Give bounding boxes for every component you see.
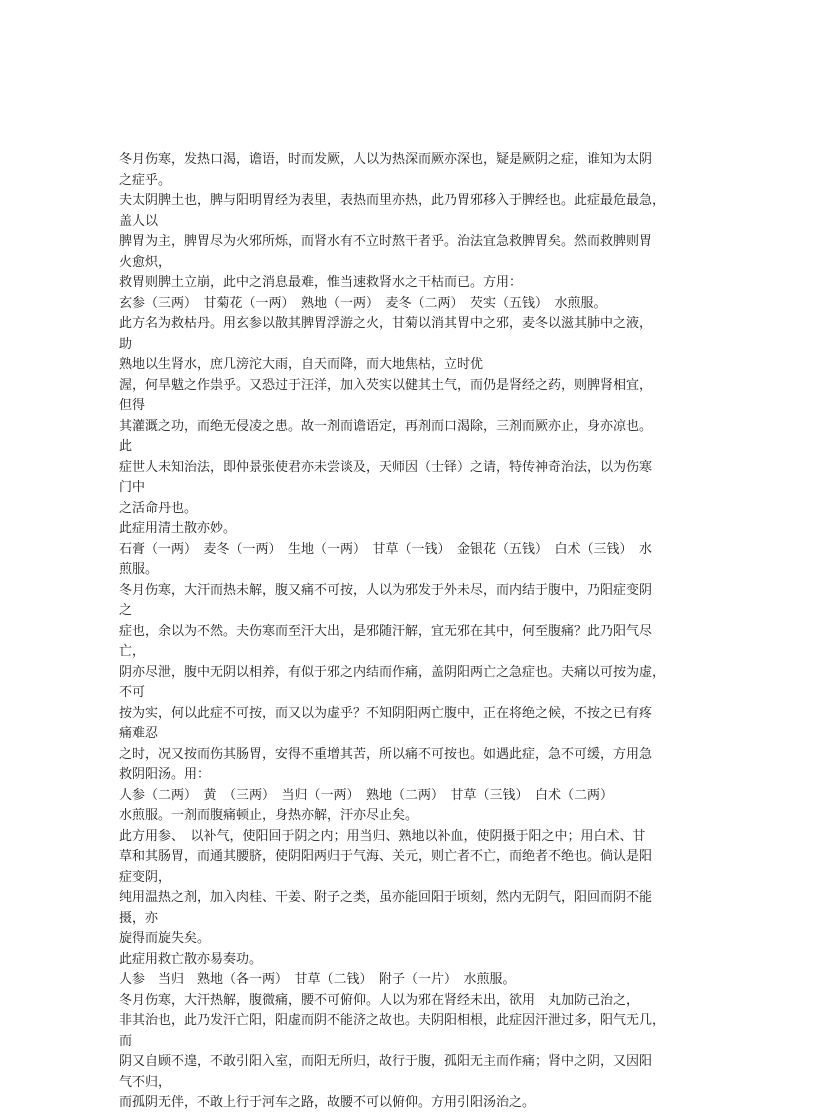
text-line: 阴又自顾不遑，不敢引阳入室，而阳无所归，故行于腹，孤阳无主而作痛；肾中之阴，又因阳 <box>119 1054 653 1069</box>
text-line: 亡， <box>119 644 146 659</box>
text-line: 助 <box>119 336 133 352</box>
text-line: 盖人以 <box>119 213 159 229</box>
text-line: 症世人未知治法，即仲景张使君亦未尝谈及，天师因（士铎）之请，特传神奇治法，以为伤寒 <box>119 459 653 475</box>
text-line: 不可 <box>119 685 146 700</box>
text-line: 而孤阴无伴，不敢上行于河车之路，故腰不可以俯仰。方用引阳汤治之。 <box>119 1095 536 1110</box>
text-line: 气不归， <box>119 1074 172 1090</box>
text-line: 此症用清土散亦妙。 <box>119 521 237 536</box>
text-line: 草和其肠胃，而通其腰脐，使阴阳两归于气海、关元，则亡者不亡，而绝者不绝也。倘认是阳 <box>119 849 653 864</box>
text-line: 门中 <box>119 480 146 495</box>
text-line: 纯用温热之剂，加入肉桂、干姜、附子之类，虽亦能回阳于顷刻，然内无阴气，阳回而阴不能 <box>119 890 653 905</box>
text-line: 但得 <box>119 398 146 413</box>
text-line: 之症乎。 <box>119 172 172 188</box>
text-line: 症变阴， <box>119 869 172 885</box>
text-line: 摄，亦 <box>119 910 159 926</box>
text-line: 此方名为救枯丹。用玄参以散其脾胃浮游之火，甘菊以消其胃中之邪，麦冬以滋其肺中之液， <box>119 316 653 331</box>
text-line: 煎服。 <box>119 562 159 577</box>
text-line: 旋得而旋失矣。 <box>119 931 211 946</box>
document-page <box>119 150 699 1114</box>
text-line: 冬月伤寒，大汗而热未解，腹又痛不可按，人以为邪发于外未尽，而内结于腹中，乃阳症变阴 <box>119 582 653 598</box>
text-line: 人参（二两） 黄 （三两） 当归（一两） 熟地（二两） 甘草（三钱） 白术（二两） <box>119 787 614 803</box>
text-line: 脾胃为主，脾胃尽为火邪所烁，而肾水有不立时熬干者乎。治法宜急救脾胃矣。然而救脾则胃 <box>119 234 653 249</box>
text-line: 此症用救亡散亦易奏功。 <box>119 951 263 967</box>
text-line: 冬月伤寒，发热口渴，谵语，时而发厥，人以为热深而厥亦深也，疑是厥阴之症，谁知为太阴 <box>119 152 653 167</box>
text-line: 阴亦尽泄，腹中无阴以相养，有似于邪之内结而作痛，盖阴阳两亡之急症也。夫痛以可按为虚， <box>119 664 666 680</box>
text-line: 而 <box>119 1033 133 1049</box>
text-line: 熟地以生肾水，庶几滂沱大雨，自天而降，而大地焦枯，立时优 <box>119 357 484 372</box>
text-line: 火愈炽， <box>119 254 172 270</box>
text-line: 夫太阴脾土也，脾与阳明胃经为表里，表热而里亦热，此乃胃邪移入于脾经也。此症最危最急， <box>119 193 666 208</box>
text-line: 救阴阳汤。用： <box>119 767 211 782</box>
text-line: 水煎服。一剂而腹痛顿止，身热亦解，汗亦尽止矣。 <box>119 808 419 823</box>
text-line: 渥，何旱魃之作祟乎。又恐过于汪洋，加入芡实以健其土气，而仍是肾经之药，则脾肾相宜， <box>119 377 653 393</box>
text-line: 症也，余以为不然。夫伤寒而至汗大出，是邪随汗解，宜无邪在其中，何至腹痛？此乃阳气尽 <box>119 623 653 639</box>
text-line: 其灌溉之功，而绝无侵凌之患。故一剂而谵语定，再剂而口渴除，三剂而厥亦止，身亦凉也。 <box>119 418 653 434</box>
text-line: 人参 当归 熟地（各一两） 甘草（二钱） 附子（一片） 水煎服。 <box>119 972 516 987</box>
text-line: 冬月伤寒，大汗热解，腹微痛，腰不可俯仰。人以为邪在肾经未出，欲用 丸加防己治之， <box>119 992 640 1008</box>
text-line: 救胃则脾土立崩，此中之消息最难，惟当速救肾水之干枯而已。方用： <box>119 275 523 290</box>
text-line: 之 <box>119 603 133 618</box>
text-line: 石膏（一两） 麦冬（一两） 生地（一两） 甘草（一钱） 金银花（五钱） 白术（三钱） 水 <box>119 541 653 557</box>
text-line: 之时，况又按而伤其肠胃，安得不重增其苦，所以痛不可按也。如遇此症，急不可缓，方用急 <box>119 746 653 762</box>
text-line: 此 <box>119 439 133 454</box>
text-line: 玄参（三两） 甘菊花（一两） 熟地（一两） 麦冬（二两） 芡实（五钱） 水煎服。 <box>119 295 607 311</box>
text-line: 此方用参、 以补气，使阳回于阴之内；用当归、熟地以补血，使阴摄于阳之中；用白术、甘 <box>119 828 646 844</box>
text-line: 按为实，何以此症不可按，而又以为虚乎？不知阴阳两亡腹中，正在将绝之候，不按之已有疼 <box>119 705 653 721</box>
text-line: 痛难忍 <box>119 726 159 741</box>
text-line: 非其治也，此乃发汗亡阳，阳虚而阴不能济之故也。夫阴阳相根，此症因汗泄过多，阳气无几， <box>119 1013 666 1028</box>
text-line: 之活命丹也。 <box>119 500 198 516</box>
